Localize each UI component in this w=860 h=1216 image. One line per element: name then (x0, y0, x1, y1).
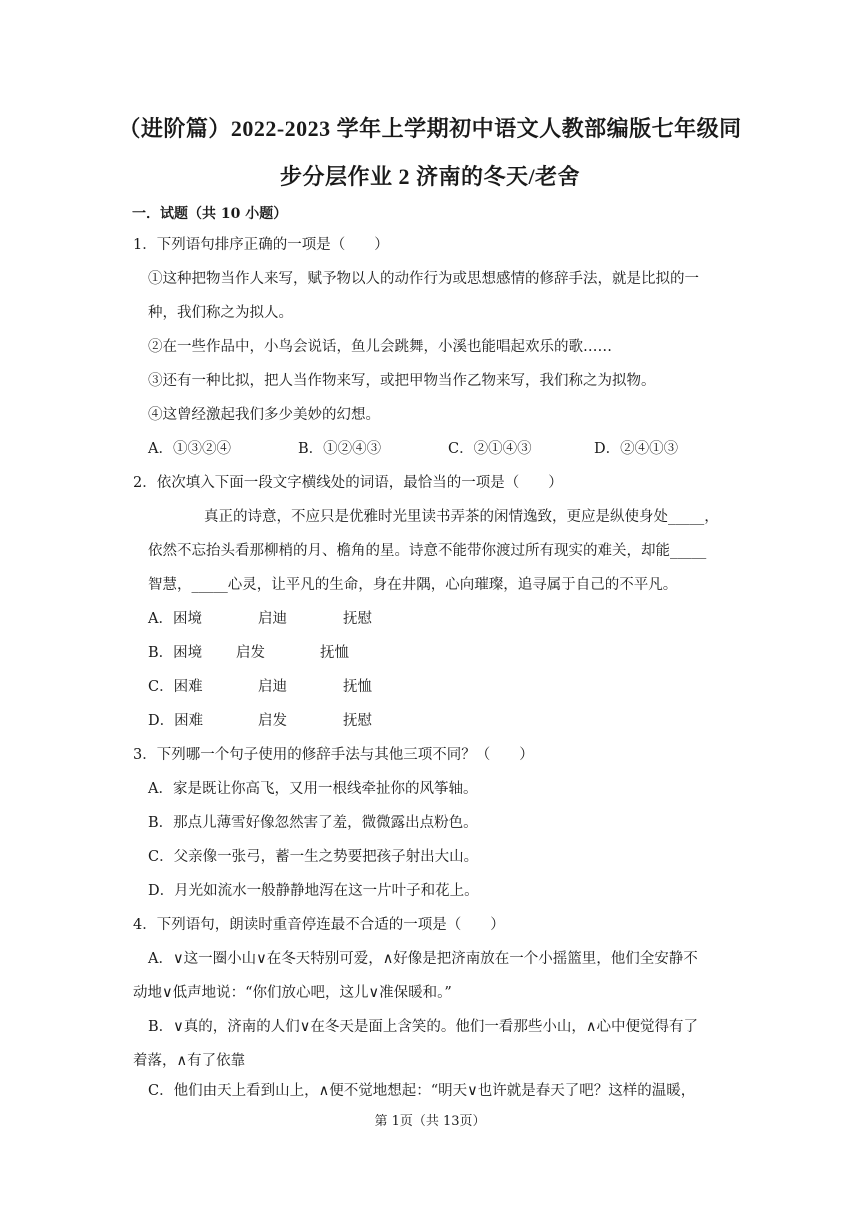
section-heading: 一．试题（共 10 小题） (132, 206, 288, 222)
document-title-line2: 步分层作业 2 济南的冬天/老舍 (279, 164, 581, 189)
q3-stem: 3．下列哪一个句子使用的修辞手法与其他三项不同？（ ） (133, 747, 534, 763)
q1-sentence-1b: 种，我们称之为拟人。 (148, 305, 293, 321)
q3-option-a: A．家是既让你高飞，又用一根线牵扯你的风筝轴。 (148, 781, 478, 797)
q2-option-c-word2: 启迪 (258, 679, 287, 695)
page-footer: 第 1页（共 13页） (374, 1114, 486, 1129)
q2-option-b: B．困境 (148, 645, 203, 661)
q2-option-b-word2: 启发 (236, 645, 265, 661)
q1-sentence-3: ③还有一种比拟，把人当作物来写，或把甲物当作乙物来写，我们称之为拟物。 (148, 373, 656, 389)
q4-option-a-line2: 动地∨低声地说：“你们放心吧，这儿∨准保暖和。” (133, 985, 452, 1001)
q2-option-c: C．困难 (148, 679, 203, 695)
q1-option-a: A．①③②④ (148, 441, 231, 457)
q4-option-a-line1: A．∨这一圈小山∨在冬天特别可爱，∧好像是把济南放在一个小摇篮里，他们全安静不 (148, 951, 698, 967)
q1-option-d: D．②④①③ (594, 441, 679, 457)
q2-passage-line2: 依然不忘抬头看那柳梢的月、檐角的星。诗意不能带你渡过所有现实的难关，却能_____ (148, 543, 707, 559)
q4-option-b-line2: 着落，∧有了依靠 (133, 1053, 246, 1069)
q1-sentence-1a: ①这种把物当作人来写，赋予物以人的动作行为或思想感情的修辞手法，就是比拟的一 (148, 271, 699, 287)
q1-stem: 1．下列语句排序正确的一项是（ ） (133, 237, 389, 253)
q2-option-a: A．困境 (148, 611, 202, 627)
q1-sentence-2: ②在一些作品中，小鸟会说话，鱼儿会跳舞，小溪也能唱起欢乐的歌…… (148, 339, 612, 355)
q2-option-c-word3: 抚恤 (343, 679, 372, 695)
q2-option-a-word3: 抚慰 (343, 611, 372, 627)
document-title-line1: （进阶篇）2022-2023 学年上学期初中语文人教部编版七年级同 (118, 116, 742, 141)
q4-option-c-line1: C．他们由天上看到山上，∧便不觉地想起：“明天∨也许就是春天了吧？这样的温暖， (148, 1083, 696, 1099)
q2-option-d-word3: 抚慰 (343, 713, 372, 729)
q2-option-a-word2: 启迪 (258, 611, 287, 627)
q4-option-b-line1: B．∨真的，济南的人们∨在冬天是面上含笑的。他们一看那些小山，∧心中便觉得有了 (148, 1019, 698, 1035)
q2-option-d-word2: 启发 (258, 713, 287, 729)
q3-option-c: C．父亲像一张弓，蓄一生之势要把孩子射出大山。 (148, 849, 479, 865)
q1-sentence-4: ④这曾经激起我们多少美妙的幻想。 (148, 407, 380, 423)
q2-passage-line3: 智慧，_____心灵，让平凡的生命，身在井隅，心向璀璨，追寻属于自己的不平凡。 (148, 577, 678, 593)
q1-option-b: B．①②④③ (298, 441, 382, 457)
q2-option-b-word3: 抚恤 (320, 645, 349, 661)
q4-stem: 4．下列语句，朗读时重音停连最不合适的一项是（ ） (133, 917, 505, 933)
q2-stem: 2．依次填入下面一段文字横线处的词语，最恰当的一项是（ ） (133, 475, 563, 491)
q1-option-c: C．②①④③ (448, 441, 532, 457)
q2-passage-line1: 真正的诗意，不应只是优雅时光里读书弄茶的闲情逸致，更应是纵使身处_____， (204, 509, 719, 525)
q2-option-d: D．困难 (148, 713, 204, 729)
q3-option-b: B．那点儿薄雪好像忽然害了羞，微微露出点粉色。 (148, 815, 478, 831)
q3-option-d: D．月光如流水一般静静地泻在这一片叶子和花上。 (148, 883, 479, 899)
